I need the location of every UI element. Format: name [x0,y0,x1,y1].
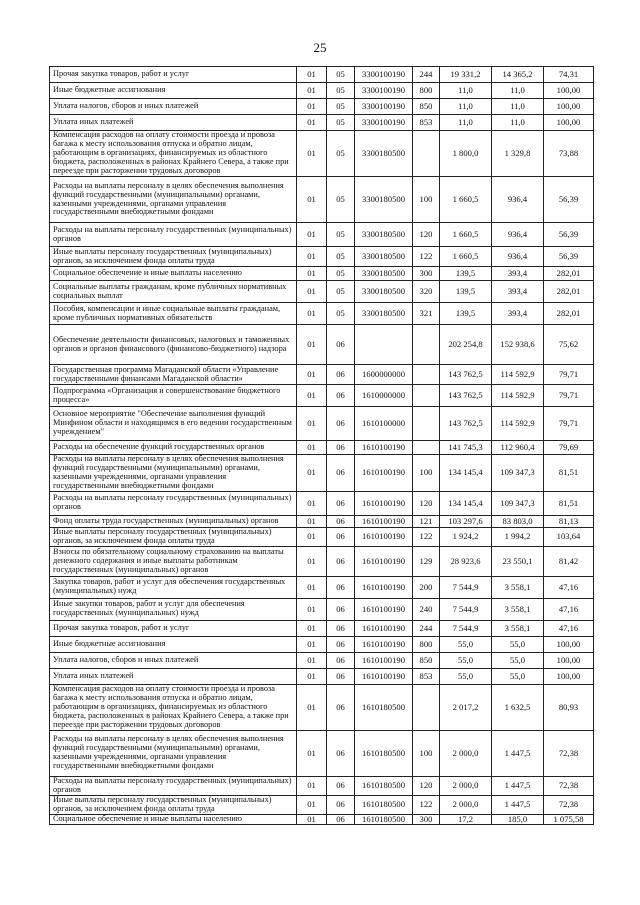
table-row [50,281,594,303]
subsection-cell: 06 [327,668,355,684]
table-row [50,455,594,492]
percent-cell: 56,39 [544,223,594,247]
section-cell: 01 [297,303,327,325]
expense-type-cell: 244 [413,67,440,83]
target-article-cell: 1610100190 [355,620,413,636]
plan-cell: 134 145,4 [440,491,492,515]
table-row [50,247,594,267]
section-cell: 01 [297,223,327,247]
percent-cell: 72,38 [544,730,594,776]
executed-cell: 1 447,5 [492,776,544,795]
percent-cell: 81,51 [544,491,594,515]
table-row [50,115,594,131]
item-name-cell: Расходы на выплаты персоналу государственных (муниципальных) органов [50,223,297,247]
subsection-cell: 06 [327,795,355,814]
expense-type-cell: 300 [413,814,440,824]
table-row [50,636,594,652]
target-article-cell: 3300100190 [355,99,413,115]
section-cell: 01 [297,365,327,385]
percent-cell: 100,00 [544,636,594,652]
subsection-cell: 06 [327,515,355,527]
item-name-cell: Государственная программа Магаданской области «Управление государственными финансами Магаданской области» [50,365,297,385]
plan-cell: 139,5 [440,303,492,325]
target-article-cell: 3300180500 [355,223,413,247]
item-name-cell: Подпрограмма «Организация и совершенствование бюджетного процесса» [50,385,297,407]
section-cell: 01 [297,67,327,83]
subsection-cell: 06 [327,441,355,455]
subsection-cell: 05 [327,177,355,223]
expense-type-cell: 120 [413,491,440,515]
item-name-cell: Фонд оплаты труда государственных (муниципальных) органов [50,515,297,527]
target-article-cell: 3300180500 [355,303,413,325]
subsection-cell: 06 [327,407,355,441]
executed-cell: 114 592,9 [492,365,544,385]
target-article-cell: 1610100190 [355,546,413,576]
expense-type-cell [413,131,440,177]
table-row [50,131,594,177]
plan-cell: 1 924,2 [440,527,492,546]
table-row [50,684,594,730]
item-name-cell: Обеспечение деятельности финансовых, налоговых и таможенных органов и органов финансового (финансово-бюджетного) надзора [50,325,297,365]
plan-cell: 28 923,6 [440,546,492,576]
subsection-cell: 05 [327,247,355,267]
subsection-cell: 05 [327,281,355,303]
target-article-cell: 1610100190 [355,441,413,455]
executed-cell: 393,4 [492,281,544,303]
percent-cell: 81,13 [544,515,594,527]
percent-cell: 47,16 [544,598,594,620]
expense-type-cell: 800 [413,636,440,652]
table-row [50,385,594,407]
subsection-cell: 05 [327,99,355,115]
plan-cell: 141 745,3 [440,441,492,455]
expense-type-cell: 240 [413,598,440,620]
subsection-cell: 05 [327,83,355,99]
plan-cell: 2 000,0 [440,730,492,776]
item-name-cell: Компенсация расходов на оплату стоимости проезда и провоза багажа к месту использования отпуска и обратно лицам, работающим в организациях, финансируемых из областного бюджета, расположенных в районах Крайнего Севера, а также при переезде при расторжении трудовых договоров [50,131,297,177]
item-name-cell: Пособия, компенсации и иные социальные выплаты гражданам, кроме публичных нормативных обязательств [50,303,297,325]
expense-type-cell: 244 [413,620,440,636]
subsection-cell: 05 [327,267,355,281]
executed-cell: 1 329,8 [492,131,544,177]
section-cell: 01 [297,776,327,795]
subsection-cell: 06 [327,776,355,795]
subsection-cell: 06 [327,620,355,636]
subsection-cell: 06 [327,491,355,515]
table-row [50,730,594,776]
item-name-cell: Расходы на выплаты персоналу в целях обеспечения выполнения функций государственными (муниципальными) органами, казенными учреждениями, органами управления государственными внебюджетными фондами [50,177,297,223]
plan-cell: 17,2 [440,814,492,824]
item-name-cell: Иные выплаты персоналу государственных (муниципальных) органов, за исключением фонда оплаты труда [50,247,297,267]
plan-cell: 202 254,8 [440,325,492,365]
item-name-cell: Иные бюджетные ассигнования [50,636,297,652]
table-row [50,527,594,546]
plan-cell: 11,0 [440,115,492,131]
percent-cell: 79,71 [544,365,594,385]
plan-cell: 1 660,5 [440,247,492,267]
target-article-cell: 1610100190 [355,527,413,546]
target-article-cell: 1610180500 [355,776,413,795]
subsection-cell: 05 [327,115,355,131]
section-cell: 01 [297,684,327,730]
table-row [50,515,594,527]
item-name-cell: Социальное обеспечение и иные выплаты населению [50,267,297,281]
executed-cell: 55,0 [492,668,544,684]
expense-type-cell: 853 [413,668,440,684]
table-row [50,776,594,795]
target-article-cell: 3300100190 [355,67,413,83]
table-row [50,598,594,620]
executed-cell: 11,0 [492,99,544,115]
section-cell: 01 [297,576,327,598]
target-article-cell [355,325,413,365]
plan-cell: 103 297,6 [440,515,492,527]
subsection-cell: 06 [327,598,355,620]
section-cell: 01 [297,455,327,492]
plan-cell: 134 145,4 [440,455,492,492]
target-article-cell: 1610100190 [355,576,413,598]
section-cell: 01 [297,491,327,515]
target-article-cell: 1610100190 [355,598,413,620]
executed-cell: 11,0 [492,83,544,99]
plan-cell: 11,0 [440,83,492,99]
section-cell: 01 [297,325,327,365]
expense-type-cell: 129 [413,546,440,576]
section-cell: 01 [297,730,327,776]
plan-cell: 2 000,0 [440,795,492,814]
plan-cell: 7 544,9 [440,598,492,620]
table-row [50,99,594,115]
executed-cell: 185,0 [492,814,544,824]
percent-cell: 100,00 [544,668,594,684]
subsection-cell: 06 [327,652,355,668]
item-name-cell: Иные выплаты персоналу государственных (муниципальных) органов, за исключением фонда оплаты труда [50,527,297,546]
subsection-cell: 06 [327,814,355,824]
table-row [50,491,594,515]
item-name-cell: Расходы на обеспечение функций государственных органов [50,441,297,455]
percent-cell: 100,00 [544,115,594,131]
section-cell: 01 [297,177,327,223]
section-cell: 01 [297,795,327,814]
executed-cell: 112 960,4 [492,441,544,455]
subsection-cell: 06 [327,385,355,407]
percent-cell: 73,88 [544,131,594,177]
percent-cell: 79,71 [544,385,594,407]
expense-type-cell: 122 [413,527,440,546]
plan-cell: 139,5 [440,281,492,303]
section-cell: 01 [297,620,327,636]
subsection-cell: 06 [327,576,355,598]
section-cell: 01 [297,598,327,620]
plan-cell: 11,0 [440,99,492,115]
percent-cell: 282,01 [544,281,594,303]
item-name-cell: Расходы на выплаты персоналу в целях обеспечения выполнения функций государственными (муниципальными) органами, казенными учреждениями, органами управления государственными внебюджетными фондами [50,455,297,492]
budget-table [49,66,594,825]
target-article-cell: 1610100190 [355,668,413,684]
subsection-cell: 06 [327,527,355,546]
percent-cell: 47,16 [544,620,594,636]
item-name-cell: Прочая закупка товаров, работ и услуг [50,620,297,636]
percent-cell: 72,38 [544,776,594,795]
section-cell: 01 [297,267,327,281]
target-article-cell: 1610180500 [355,684,413,730]
target-article-cell: 1610100000 [355,407,413,441]
percent-cell: 100,00 [544,652,594,668]
item-name-cell: Расходы на выплаты персоналу государственных (муниципальных) органов [50,491,297,515]
percent-cell: 79,71 [544,407,594,441]
subsection-cell: 05 [327,131,355,177]
executed-cell: 152 938,6 [492,325,544,365]
section-cell: 01 [297,515,327,527]
executed-cell: 1 632,5 [492,684,544,730]
table-row [50,325,594,365]
percent-cell: 103,64 [544,527,594,546]
table-row [50,814,594,824]
target-article-cell: 3300100190 [355,115,413,131]
percent-cell: 75,62 [544,325,594,365]
executed-cell: 55,0 [492,652,544,668]
table-row [50,652,594,668]
table-row [50,267,594,281]
expense-type-cell: 200 [413,576,440,598]
executed-cell: 55,0 [492,636,544,652]
page-number: 25 [313,40,327,55]
table-row [50,365,594,385]
expense-type-cell [413,365,440,385]
executed-cell: 3 558,1 [492,576,544,598]
table-row [50,303,594,325]
plan-cell: 7 544,9 [440,620,492,636]
section-cell: 01 [297,668,327,684]
executed-cell: 114 592,9 [492,407,544,441]
executed-cell: 1 447,5 [492,795,544,814]
subsection-cell: 05 [327,223,355,247]
section-cell: 01 [297,115,327,131]
expense-type-cell: 120 [413,776,440,795]
plan-cell: 19 331,2 [440,67,492,83]
target-article-cell: 1610180500 [355,730,413,776]
executed-cell: 936,4 [492,177,544,223]
executed-cell: 1 994,2 [492,527,544,546]
table-row [50,407,594,441]
subsection-cell: 05 [327,67,355,83]
subsection-cell: 05 [327,303,355,325]
executed-cell: 393,4 [492,267,544,281]
expense-type-cell: 850 [413,652,440,668]
item-name-cell: Социальные выплаты гражданам, кроме публичных нормативных социальных выплат [50,281,297,303]
plan-cell: 2 017,2 [440,684,492,730]
percent-cell: 56,39 [544,247,594,267]
expense-type-cell: 850 [413,99,440,115]
item-name-cell: Прочая закупка товаров, работ и услуг [50,67,297,83]
percent-cell: 56,39 [544,177,594,223]
item-name-cell: Расходы на выплаты персоналу государственных (муниципальных) органов [50,776,297,795]
expense-type-cell: 122 [413,795,440,814]
target-article-cell: 1610100190 [355,515,413,527]
section-cell: 01 [297,281,327,303]
plan-cell: 1 660,5 [440,223,492,247]
target-article-cell: 1610100190 [355,491,413,515]
plan-cell: 143 762,5 [440,365,492,385]
executed-cell: 3 558,1 [492,620,544,636]
percent-cell: 81,42 [544,546,594,576]
executed-cell: 393,4 [492,303,544,325]
percent-cell: 81,51 [544,455,594,492]
section-cell: 01 [297,636,327,652]
subsection-cell: 06 [327,636,355,652]
target-article-cell: 1600000000 [355,365,413,385]
plan-cell: 55,0 [440,652,492,668]
table-row [50,668,594,684]
item-name-cell: Уплата налогов, сборов и иных платежей [50,99,297,115]
target-article-cell: 1610100190 [355,652,413,668]
expense-type-cell: 800 [413,83,440,99]
expense-type-cell: 121 [413,515,440,527]
subsection-cell: 06 [327,684,355,730]
expense-type-cell: 321 [413,303,440,325]
percent-cell: 80,93 [544,684,594,730]
percent-cell: 72,38 [544,795,594,814]
expense-type-cell [413,407,440,441]
table-row [50,83,594,99]
target-article-cell: 1610180500 [355,814,413,824]
executed-cell: 936,4 [492,223,544,247]
percent-cell: 74,31 [544,67,594,83]
subsection-cell: 06 [327,455,355,492]
expense-type-cell: 853 [413,115,440,131]
percent-cell: 47,16 [544,576,594,598]
expense-type-cell [413,684,440,730]
plan-cell: 139,5 [440,267,492,281]
plan-cell: 1 800,0 [440,131,492,177]
target-article-cell: 3300180500 [355,247,413,267]
target-article-cell: 3300180500 [355,267,413,281]
plan-cell: 143 762,5 [440,385,492,407]
percent-cell: 282,01 [544,267,594,281]
item-name-cell: Иные закупки товаров, работ и услуг для обеспечения государственных (муниципальных) нужд [50,598,297,620]
expense-type-cell [413,325,440,365]
item-name-cell: Компенсация расходов на оплату стоимости проезда и провоза багажа к месту использования отпуска и обратно лицам, работающим в организациях, финансируемых из областного бюджета, расположенных в районах Крайнего Севера, а также при переезде при расторжении трудовых договоров [50,684,297,730]
expense-type-cell: 100 [413,455,440,492]
percent-cell: 100,00 [544,83,594,99]
subsection-cell: 06 [327,730,355,776]
table-row [50,620,594,636]
executed-cell: 936,4 [492,247,544,267]
expense-type-cell: 100 [413,177,440,223]
table-row [50,67,594,83]
executed-cell: 14 365,2 [492,67,544,83]
target-article-cell: 1610000000 [355,385,413,407]
percent-cell: 79,69 [544,441,594,455]
item-name-cell: Взносы по обязательному социальному страхованию на выплаты денежного содержания и иные выплаты работникам государственных (муниципальных) органов [50,546,297,576]
plan-cell: 55,0 [440,636,492,652]
section-cell: 01 [297,407,327,441]
item-name-cell: Уплата иных платежей [50,668,297,684]
subsection-cell: 06 [327,365,355,385]
executed-cell: 3 558,1 [492,598,544,620]
plan-cell: 1 660,5 [440,177,492,223]
item-name-cell: Иные выплаты персоналу государственных (муниципальных) органов, за исключением фонда оплаты труда [50,795,297,814]
percent-cell: 1 075,58 [544,814,594,824]
target-article-cell: 3300180500 [355,177,413,223]
executed-cell: 109 347,3 [492,491,544,515]
executed-cell: 11,0 [492,115,544,131]
table-row [50,441,594,455]
expense-type-cell: 320 [413,281,440,303]
section-cell: 01 [297,546,327,576]
percent-cell: 282,01 [544,303,594,325]
target-article-cell: 1610180500 [355,795,413,814]
item-name-cell: Уплата налогов, сборов и иных платежей [50,652,297,668]
expense-type-cell: 100 [413,730,440,776]
plan-cell: 55,0 [440,668,492,684]
section-cell: 01 [297,83,327,99]
expense-type-cell: 122 [413,247,440,267]
item-name-cell: Уплата иных платежей [50,115,297,131]
item-name-cell: Закупка товаров, работ и услуг для обеспечения государственных (муниципальных) нужд [50,576,297,598]
section-cell: 01 [297,99,327,115]
item-name-cell: Иные бюджетные ассигнования [50,83,297,99]
subsection-cell: 06 [327,546,355,576]
section-cell: 01 [297,814,327,824]
executed-cell: 1 447,5 [492,730,544,776]
executed-cell: 83 803,0 [492,515,544,527]
expense-type-cell [413,441,440,455]
section-cell: 01 [297,441,327,455]
subsection-cell: 06 [327,325,355,365]
table-row [50,576,594,598]
section-cell: 01 [297,131,327,177]
table-body [50,67,594,825]
executed-cell: 114 592,9 [492,385,544,407]
section-cell: 01 [297,385,327,407]
table-row [50,546,594,576]
section-cell: 01 [297,247,327,267]
executed-cell: 23 550,1 [492,546,544,576]
table-row [50,223,594,247]
plan-cell: 7 544,9 [440,576,492,598]
target-article-cell: 3300180500 [355,281,413,303]
executed-cell: 109 347,3 [492,455,544,492]
target-article-cell: 3300100190 [355,83,413,99]
expense-type-cell: 120 [413,223,440,247]
target-article-cell: 1610100190 [355,455,413,492]
target-article-cell: 1610100190 [355,636,413,652]
item-name-cell: Расходы на выплаты персоналу в целях обеспечения выполнения функций государственными (муниципальными) органами, казенными учреждениями, органами управления государственными внебюджетными фондами [50,730,297,776]
plan-cell: 143 762,5 [440,407,492,441]
section-cell: 01 [297,527,327,546]
section-cell: 01 [297,652,327,668]
table-row [50,795,594,814]
percent-cell: 100,00 [544,99,594,115]
target-article-cell: 3300180500 [355,131,413,177]
item-name-cell: Основное мероприятие "Обеспечение выполнения функций Минфином области и находящимся в его ведении государственным учреждением" [50,407,297,441]
table-row [50,177,594,223]
expense-type-cell [413,385,440,407]
item-name-cell: Социальное обеспечение и иные выплаты населению [50,814,297,824]
plan-cell: 2 000,0 [440,776,492,795]
expense-type-cell: 300 [413,267,440,281]
